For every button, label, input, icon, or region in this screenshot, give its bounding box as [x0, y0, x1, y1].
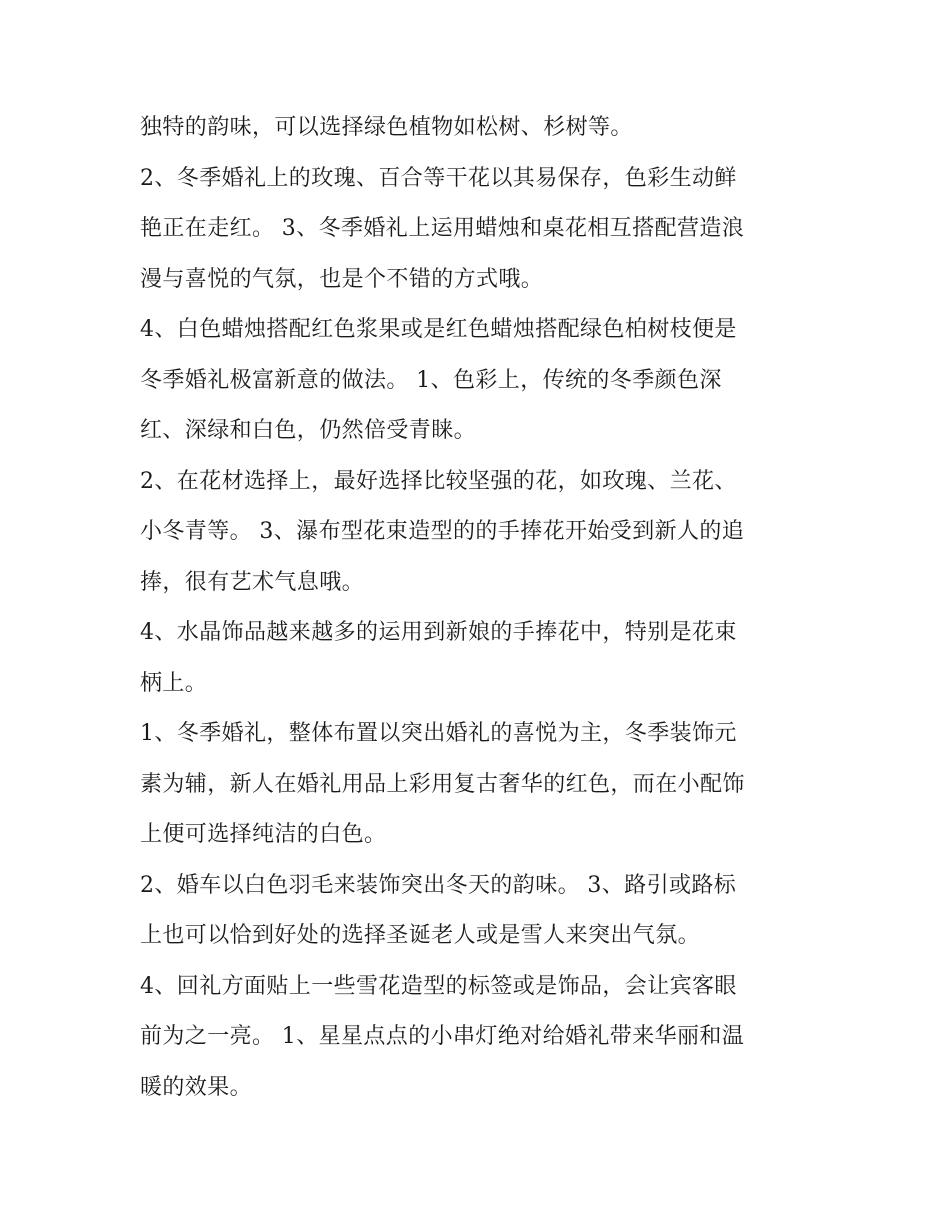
text-line: 2、冬季婚礼上的玫瑰、百合等干花以其易保存，色彩生动鲜: [140, 165, 737, 191]
text-line: 2、婚车以白色羽毛来装饰突出冬天的韵味。 3、路引或路标: [140, 872, 737, 898]
document-body: [140, 103, 820, 1113]
text-line: 上也可以恰到好处的选择圣诞老人或是雪人来突出气氛。: [140, 923, 701, 948]
text-line: 独特的韵味，可以选择绿色植物如松树、杉树等。: [140, 115, 633, 140]
text-line: 4、回礼方面贴上一些雪花造型的标签或是饰品，会让宾客眼: [140, 973, 737, 999]
text-line: 2、在花材选择上，最好选择比较坚强的花，如玫瑰、兰花、: [140, 468, 737, 494]
text-line: 4、水晶饰品越来越多的运用到新娘的手捧花中，特别是花束: [140, 620, 737, 645]
text-line: 素为辅，新人在婚礼用品上彩用复古奢华的红色，而在小配饰: [140, 771, 745, 797]
text-line: 捧，很有艺术气息哦。: [140, 569, 365, 595]
text-line: 上便可选择纯洁的白色。: [140, 822, 387, 847]
text-line: 4、白色蜡烛搭配红色浆果或是红色蜡烛搭配绿色柏树枝便是: [140, 317, 737, 342]
text-line: 漫与喜悦的气氛，也是个不错的方式哦。: [140, 266, 544, 292]
text-line: 暖的效果。: [140, 1074, 253, 1100]
text-line: 红、深绿和白色，仍然倍受青睐。: [140, 418, 477, 443]
text-line: 柄上。: [140, 670, 208, 696]
text-line: 冬季婚礼极富新意的做法。 1、色彩上，传统的冬季颜色深: [140, 367, 722, 393]
text-line: 小冬青等。 3、瀑布型花束造型的的手捧花开始受到新人的追: [140, 519, 745, 544]
text-line: 前为之一亮。 1、星星点点的小串灯绝对给婚礼带来华丽和温: [140, 1024, 745, 1049]
text-line: 艳正在走红。 3、冬季婚礼上运用蜡烛和桌花相互搭配营造浪: [140, 216, 745, 241]
text-line: 1、冬季婚礼，整体布置以突出婚礼的喜悦为主，冬季装饰元: [140, 721, 737, 746]
